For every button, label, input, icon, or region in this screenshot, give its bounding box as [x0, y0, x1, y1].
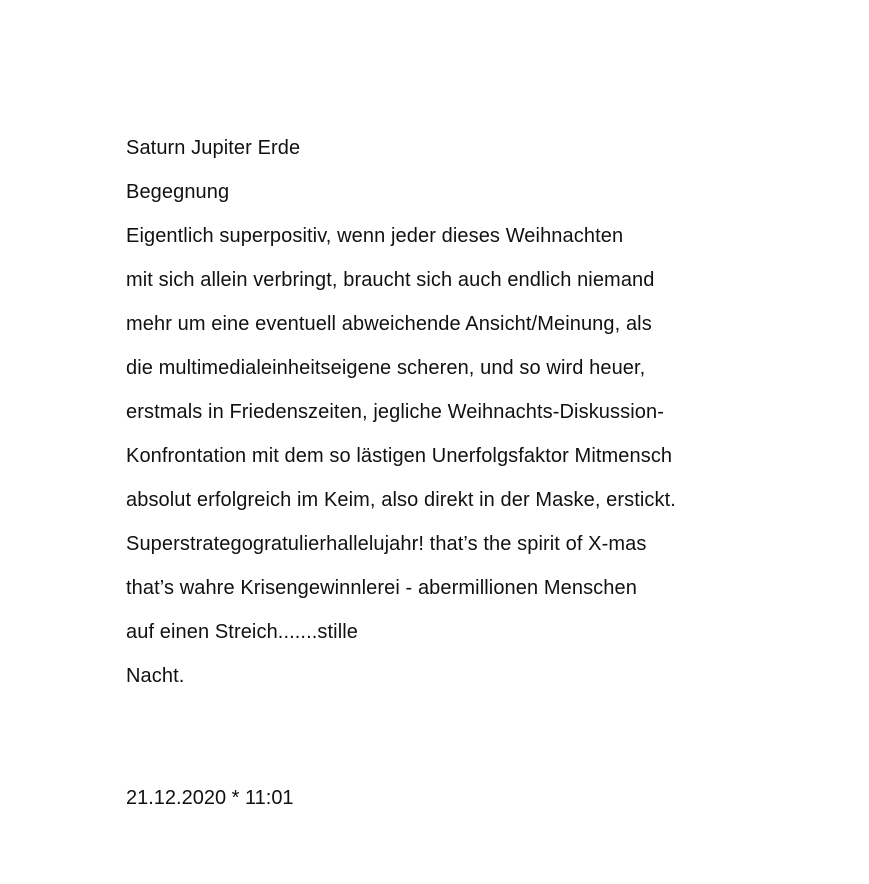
poem-line: mit sich allein verbringt, braucht sich auch endlich niemand — [126, 269, 655, 291]
poem-line: auf einen Streich.......stille — [126, 621, 359, 643]
poem-document — [126, 126, 826, 698]
poem-line: Eigentlich superpositiv, wenn jeder dieses Weihnachten — [126, 225, 624, 247]
poem-line: that’s wahre Krisengewinnlerei - abermillionen Menschen — [126, 577, 637, 599]
date-timestamp: 21.12.2020 * 11:01 — [126, 787, 294, 809]
poem-line: Konfrontation mit dem so lästigen Unerfolgsfaktor Mitmensch — [126, 445, 673, 467]
poem-subtitle: Begegnung — [126, 181, 230, 203]
poem-line: erstmals in Friedenszeiten, jegliche Weihnachts-Diskussion- — [126, 401, 664, 423]
poem-line: absolut erfolgreich im Keim, also direkt in der Maske, erstickt. — [126, 489, 676, 511]
poem-title: Saturn Jupiter Erde — [126, 137, 301, 159]
poem-line: Superstrategogratulierhallelujahr! that’s the spirit of X-mas — [126, 533, 647, 555]
poem-line: Nacht. — [126, 665, 185, 687]
poem-line: die multimedialeinheitseigene scheren, und so wird heuer, — [126, 357, 646, 379]
poem-line: mehr um eine eventuell abweichende Ansicht/Meinung, als — [126, 313, 652, 335]
